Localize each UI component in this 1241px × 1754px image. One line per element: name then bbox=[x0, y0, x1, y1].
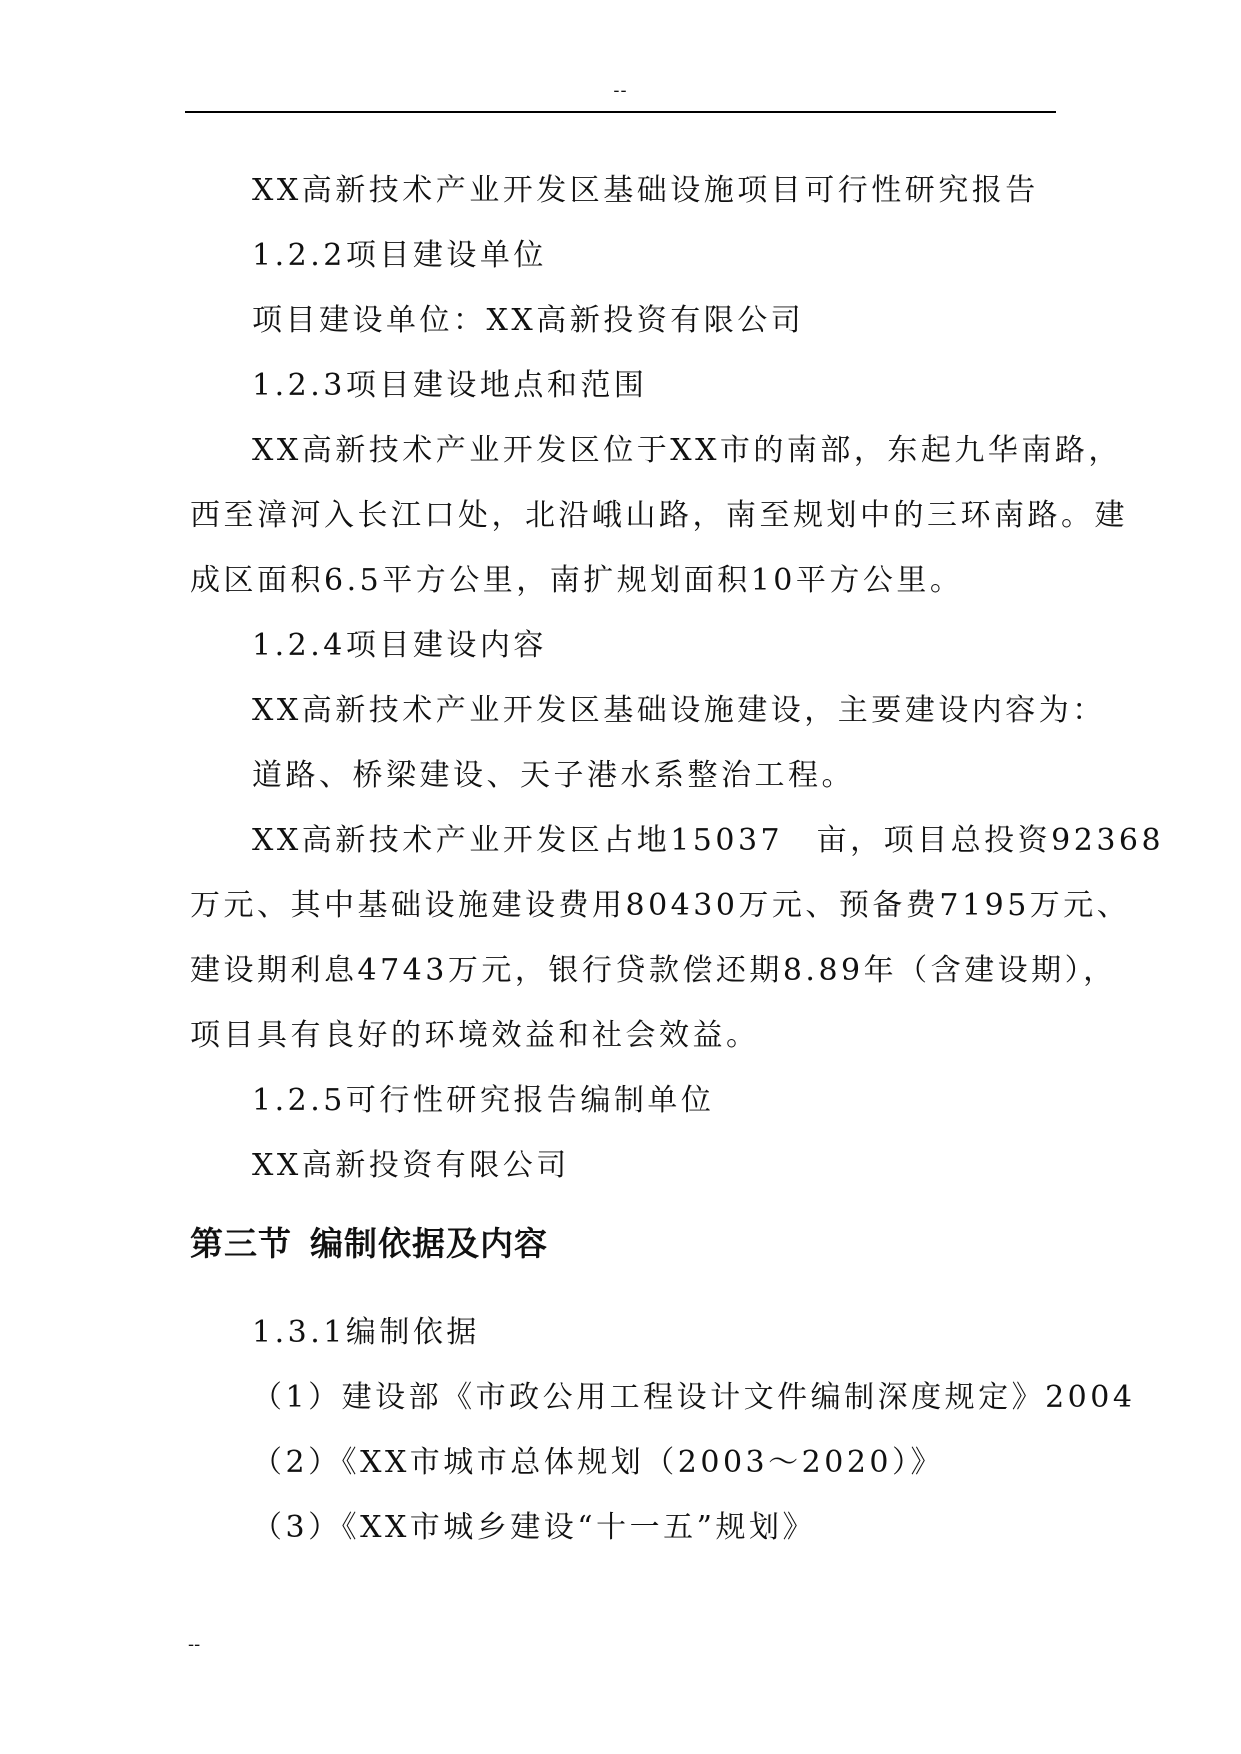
section-heading bbox=[190, 1216, 1062, 1272]
construction-unit-text: 项目建设单位：XX高新投资有限公司 bbox=[252, 303, 805, 338]
subsection-heading-1-2-5: 1.2.5可行性研究报告编制单位 bbox=[252, 1083, 715, 1118]
document-body bbox=[190, 158, 1165, 1560]
content-paragraph-line-2: 道路、桥梁建设、天子港水系整治工程。 bbox=[252, 758, 855, 793]
investment-paragraph-line-2: 万元、其中基础设施建设费用80430万元、预备费7195万元、 bbox=[190, 888, 1131, 923]
location-paragraph-line-3: 成区面积6.5平方公里，南扩规划面积10平方公里。 bbox=[190, 563, 964, 598]
subsection-heading-1-2-4: 1.2.4项目建设内容 bbox=[252, 628, 547, 663]
page-header-mark: -- bbox=[613, 80, 628, 101]
header-divider bbox=[185, 111, 1056, 113]
basis-item-3: （3）《XX市城乡建设“十一五”规划》 bbox=[252, 1510, 816, 1545]
investment-paragraph-line-1: XX高新技术产业开发区占地15037 亩，项目总投资92368 bbox=[252, 823, 1165, 858]
investment-paragraph-line-3: 建设期利息4743万元，银行贷款偿还期8.89年（含建设期）， bbox=[190, 953, 1117, 988]
compiler-unit-text: XX高新投资有限公司 bbox=[252, 1148, 570, 1183]
subsection-heading-1-3-1: 1.3.1编制依据 bbox=[252, 1315, 480, 1350]
section-title: 编制依据及内容 bbox=[310, 1224, 548, 1263]
section-number: 第三节 bbox=[190, 1224, 292, 1263]
subsection-heading-1-2-3: 1.2.3项目建设地点和范围 bbox=[252, 368, 648, 403]
location-paragraph-line-2: 西至漳河入长江口处，北沿峨山路，南至规划中的三环南路。建 bbox=[190, 498, 1128, 533]
location-paragraph-line-1: XX高新技术产业开发区位于XX市的南部，东起九华南路， bbox=[252, 433, 1122, 468]
report-title-line: XX高新技术产业开发区基础设施项目可行性研究报告 bbox=[252, 173, 1039, 208]
basis-item-1: （1）建设部《市政公用工程设计文件编制深度规定》2004 bbox=[252, 1380, 1136, 1415]
investment-paragraph-line-4: 项目具有良好的环境效益和社会效益。 bbox=[190, 1018, 760, 1053]
basis-item-2: （2）《XX市城市总体规划（2003～2020）》 bbox=[252, 1445, 944, 1480]
page-footer-mark: -- bbox=[188, 1634, 201, 1655]
content-paragraph-line-1: XX高新技术产业开发区基础设施建设，主要建设内容为： bbox=[252, 693, 1106, 728]
subsection-heading-1-2-2: 1.2.2项目建设单位 bbox=[252, 238, 547, 273]
